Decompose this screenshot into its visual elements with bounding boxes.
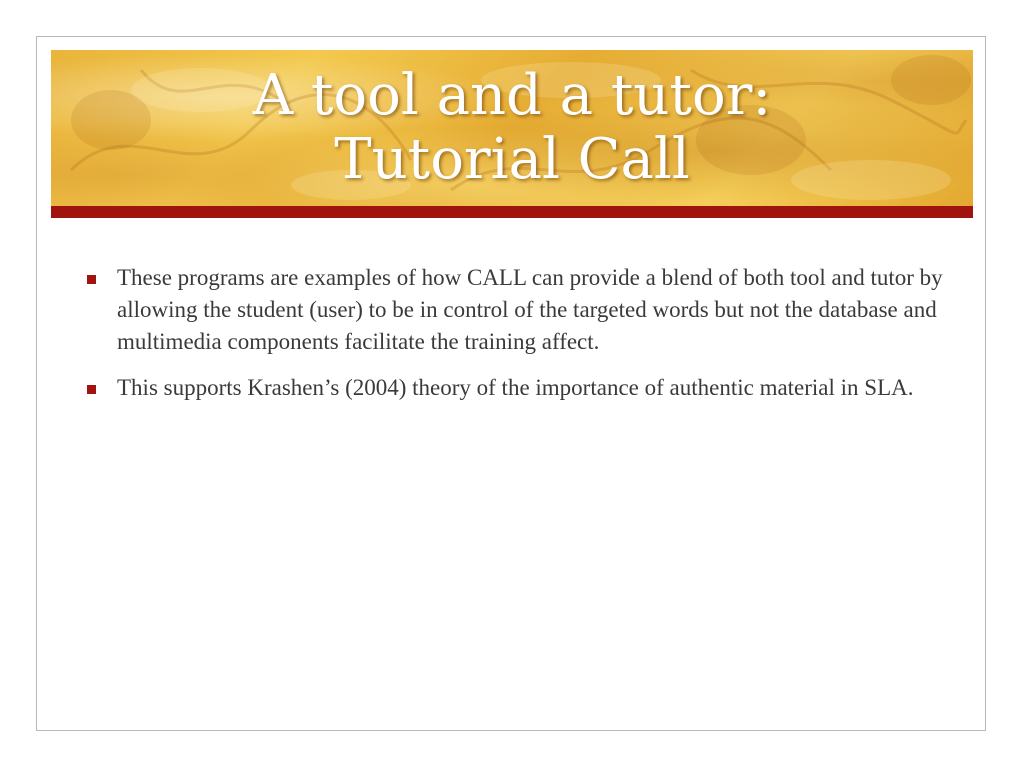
title-underline-bar — [51, 206, 973, 218]
slide-title-line-1: A tool and a tutor: — [252, 63, 772, 128]
square-bullet-icon — [87, 385, 96, 394]
bullet-item — [86, 372, 966, 404]
bullet-item — [86, 262, 966, 358]
slide-title-line-2: Tutorial Call — [334, 127, 690, 192]
title-banner — [51, 50, 973, 206]
slide-title — [51, 64, 973, 192]
bullet-text: These programs are examples of how CALL can provide a blend of both tool and tutor by allowing the student (user) to be in control of the targeted words but not the database and multimedia components facilitate the training affect. — [117, 265, 943, 354]
bullet-text: This supports Krashen’s (2004) theory of the importance of authentic material in SLA. — [117, 375, 914, 400]
bullet-list — [86, 262, 966, 404]
slide-body — [86, 262, 966, 418]
square-bullet-icon — [87, 275, 96, 284]
